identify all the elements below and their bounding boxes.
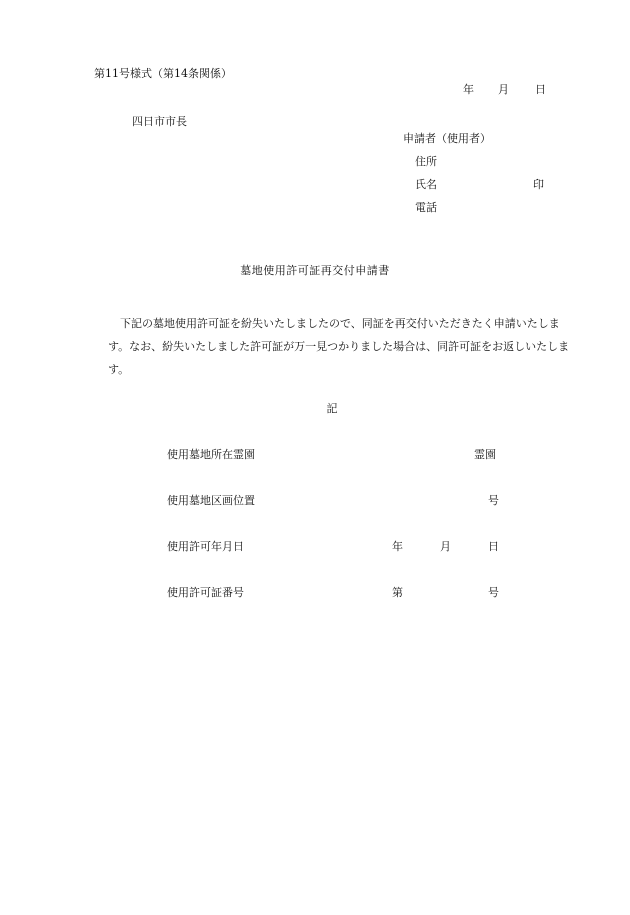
permit-date-year-label: 年: [392, 540, 403, 553]
name-label: 氏名: [415, 178, 437, 191]
date-day-label: 日: [535, 83, 546, 96]
phone-label: 電話: [415, 201, 437, 214]
address-label: 住所: [415, 155, 437, 168]
permit-number-label: 使用許可証番号: [167, 586, 244, 599]
body-paragraph: 下記の墓地使用許可証を紛失いたしましたので、同証を再交付いただきたく申請いたします。なお、紛失いたしました許可証が万一見つかりました場合は、同許可証をお返しいたします。: [108, 317, 570, 376]
date-month-label: 月: [498, 83, 509, 96]
permit-number-suffix: 号: [488, 586, 499, 599]
cemetery-unit-label: 霊園: [474, 448, 496, 461]
permit-number-prefix: 第: [392, 586, 403, 599]
plot-number-unit-label: 号: [488, 494, 499, 507]
permit-date-label: 使用許可年月日: [167, 540, 244, 553]
permit-date-day-label: 日: [488, 540, 499, 553]
ki-heading: 記: [326, 402, 338, 415]
plot-position-label: 使用墓地区画位置: [167, 494, 255, 507]
document-title: 墓地使用許可証再交付申請書: [240, 264, 390, 277]
permit-date-month-label: 月: [440, 540, 451, 553]
cemetery-location-label: 使用墓地所在霊園: [167, 448, 255, 461]
seal-label: 印: [533, 178, 544, 191]
form-number: 第11号様式（第14条関係）: [94, 67, 232, 80]
date-year-label: 年: [463, 83, 474, 96]
applicant-role: 申請者（使用者）: [403, 132, 491, 145]
addressee: 四日市市長: [132, 115, 187, 128]
